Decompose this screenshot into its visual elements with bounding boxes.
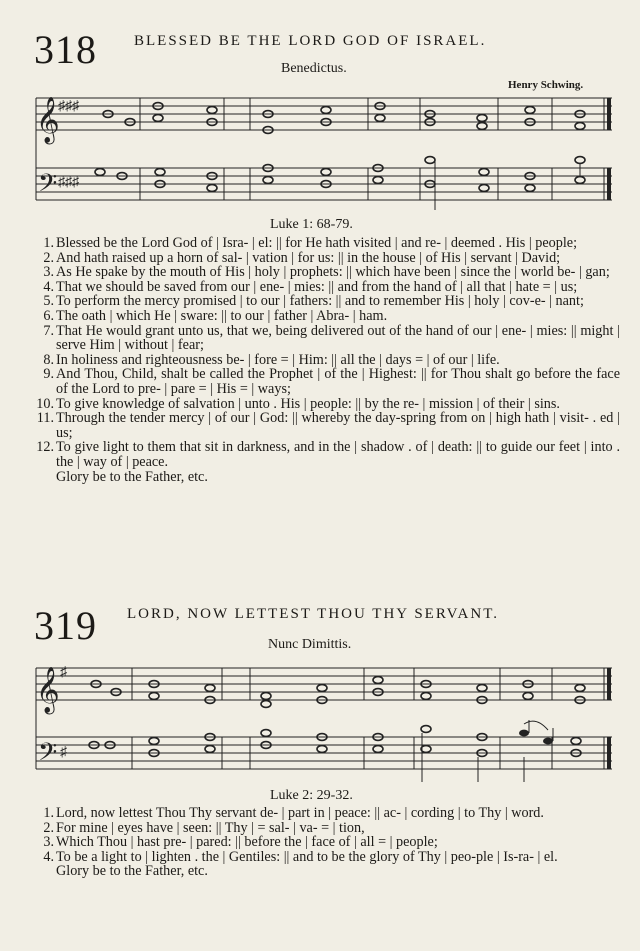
- verse-number: 5.: [43, 293, 54, 310]
- hymn-number: 319: [34, 603, 97, 648]
- verse-number: 11.: [36, 410, 54, 427]
- svg-text:♯♯♯: ♯♯♯: [58, 99, 79, 114]
- scripture-reference: Luke 2: 29-32.: [270, 788, 353, 803]
- scripture-reference: Luke 1: 68-79.: [270, 217, 353, 232]
- verse-number: 2.: [43, 249, 54, 266]
- verse-number: 3.: [43, 264, 54, 281]
- hymn-subtitle: Benedictus.: [281, 61, 347, 76]
- verse-text: As He spake by the mouth of His | holy | prophets: || which have been | since the | world be- | gan;: [56, 264, 610, 281]
- verse-text: Which Thou | hast pre- | pared: || before the | face of | all = | people;: [56, 834, 438, 851]
- hymn-title: BLESSED BE THE LORD GOD OF ISRAEL.: [134, 33, 487, 49]
- verse-text: That He would grant unto us, that we, being delivered out of the hand of our | ene- | mies: || might | serve Him | without | fear;: [56, 322, 620, 354]
- verse-number: 9.: [43, 366, 54, 383]
- verse-text: To be a light to | lighten . the | Gentiles: || and to be the glory of Thy | peo-ple | Is-ra- | el.: [56, 848, 558, 865]
- verse-number: 1.: [43, 235, 54, 251]
- hymn-number: 318: [34, 27, 97, 72]
- verse-text: In holiness and righteousness be- | fore = | Him: || all the | days = | of our | life.: [56, 351, 500, 368]
- verse-text: The oath | which He | sware: || to our | father | Abra- | ham.: [56, 307, 388, 324]
- verse-text: And Thou, Child, shalt be called the Prophet | of the | Highest: || for Thou shalt go before the face of the Lord to pre- | pare = | His = | ways;: [56, 366, 620, 397]
- verse-text: To give knowledge of salvation | unto . His | people: || by the re- | mission | of their | sins.: [56, 395, 560, 412]
- gloria-patri: Glory be to the Father, etc.: [56, 863, 208, 880]
- verse-number: 4.: [43, 848, 54, 865]
- verse-number: 8.: [43, 351, 54, 368]
- verse-number: 7.: [43, 322, 54, 339]
- verse-number: 10.: [36, 395, 54, 412]
- verse-text: To perform the mercy promised | to our | fathers: || and to remember His | holy | cov-e- | nant;: [56, 293, 584, 310]
- verse-number: 12.: [36, 439, 54, 456]
- verse-number: 3.: [43, 834, 54, 851]
- svg-text:♯: ♯: [60, 665, 67, 680]
- svg-text:𝄞: 𝄞: [36, 667, 60, 713]
- verse: [22, 821, 620, 836]
- verse-list: [22, 806, 620, 879]
- svg-text:♯♯♯: ♯♯♯: [58, 175, 79, 190]
- svg-text:𝄞: 𝄞: [36, 97, 60, 143]
- svg-text:𝄢: 𝄢: [38, 738, 58, 773]
- verse: [22, 850, 620, 865]
- verse-number: 1.: [43, 805, 54, 821]
- verse: [22, 806, 620, 821]
- verse-number: 4.: [43, 278, 54, 295]
- verse-text: And hath raised up a horn of sal- | vation | for us: || in the house | of His | servant | David;: [56, 249, 561, 266]
- verse-text: Blessed be the Lord God of | Isra- | el: || for He hath visited | and re- | deemed . His | people;: [56, 235, 578, 251]
- hymn-title: LORD, NOW LETTEST THOU THY SERVANT.: [127, 606, 499, 622]
- verse-number: 6.: [43, 307, 54, 324]
- composer-credit: Henry Schwing.: [508, 79, 584, 91]
- verse-number: 2.: [43, 819, 54, 836]
- hymn-subtitle: Nunc Dimittis.: [268, 637, 352, 652]
- verse-text: To give light to them that sit in darkness, and in the | shadow . of | death: || to guide our feet | into . the | way of | peace.: [56, 439, 620, 470]
- verse-text: Lord, now lettest Thou Thy servant de- | part in | peace: || ac- | cording | to Thy | word.: [56, 805, 544, 821]
- verse: [22, 835, 620, 850]
- svg-text:𝄢: 𝄢: [38, 169, 58, 204]
- svg-text:♯: ♯: [60, 745, 67, 760]
- verse-text: Through the tender mercy | of our | God: || whereby the day-spring from on | high hath | visit- . ed | us;: [56, 410, 620, 441]
- gloria-patri: Glory be to the Father, etc.: [56, 468, 208, 485]
- verse-text: For mine | eyes have | seen: || Thy | = sal- | va- = | tion,: [56, 819, 365, 836]
- verse-text: That we should be saved from our | ene- | mies: || and from the hand of | all that | hate = | us;: [56, 278, 578, 295]
